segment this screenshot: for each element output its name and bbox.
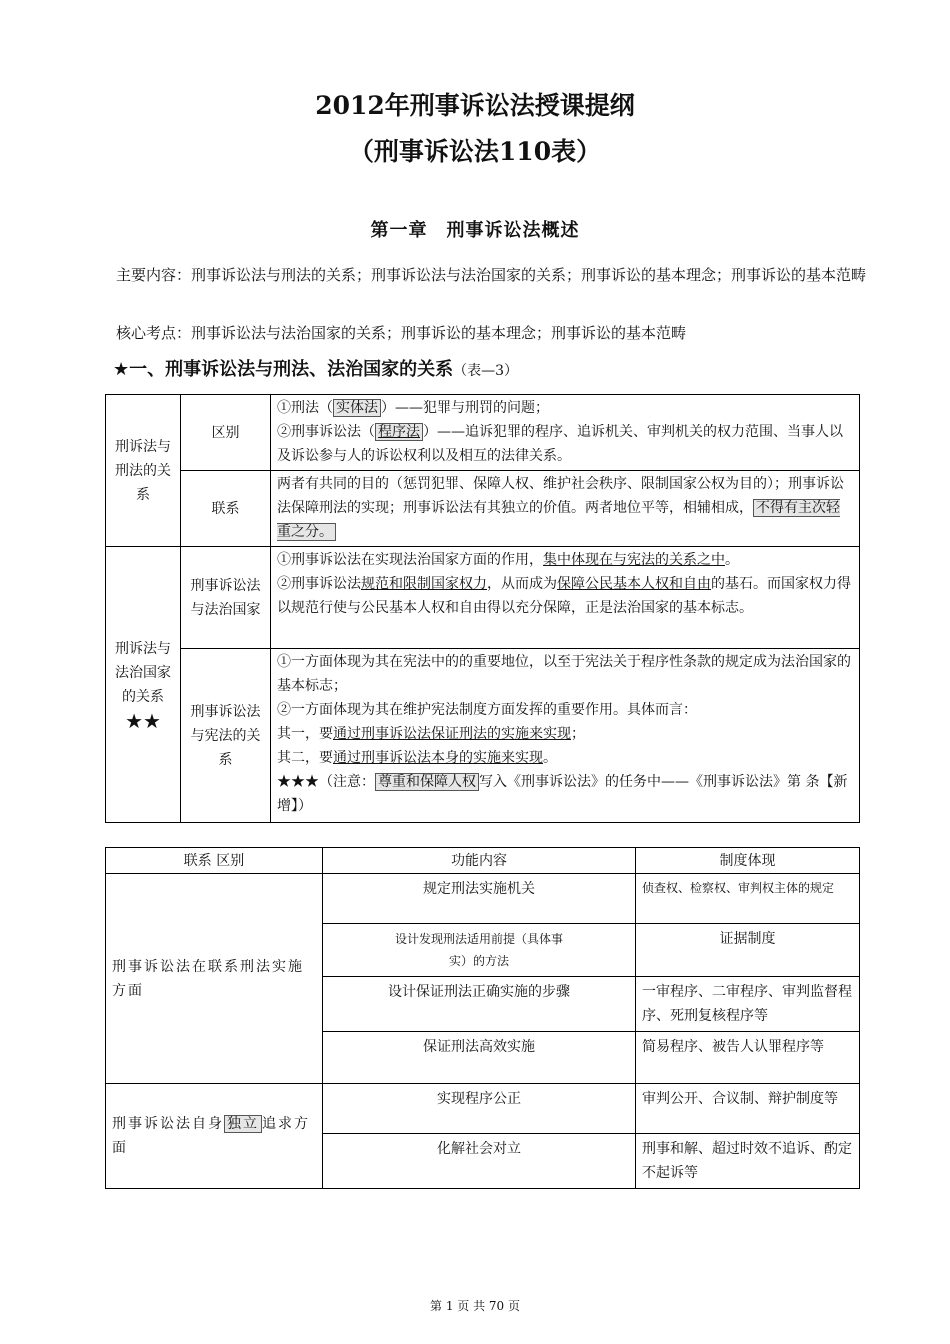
page-footer: 第 1 页 共 70 页 bbox=[430, 1299, 520, 1313]
header-system: 制度体现 bbox=[636, 848, 860, 874]
row-label-constitution: 刑事诉讼法与宪法的关系 bbox=[181, 649, 271, 823]
human-rights-highlight: 尊重和保障人权 bbox=[375, 773, 479, 791]
header-function: 功能内容 bbox=[323, 848, 636, 874]
system-cell: 审判公开、合议制、辩护制度等 bbox=[636, 1084, 860, 1134]
main-content-paragraph: 主要内容：刑事诉讼法与刑法的关系；刑事诉讼法与法治国家的关系；刑事诉讼的基本理念；刑事诉讼的基本范畴 bbox=[116, 266, 867, 284]
function-cell: 设计发现刑法适用前提（具体事实）的方法 bbox=[323, 924, 636, 977]
system-cell: 一审程序、二审程序、审判监督程序、死刑复核程序等 bbox=[636, 977, 860, 1032]
chapter-heading: 第一章 刑事诉讼法概述 bbox=[370, 220, 580, 241]
relationship-table bbox=[105, 394, 860, 823]
difference-cell: ①刑法（ 实体法 ）——犯罪与刑罚的问题； ②刑事诉讼法（ 程序法 ）——追诉犯罪的程序、追诉机关、审判机关的权力范围、当事人以及诉讼参与人的诉讼权利以及相互的法律关系。 bbox=[271, 395, 860, 471]
equal-status-highlight: 不得有主次轻重之分。 bbox=[277, 500, 840, 540]
group-label-criminal-law: 刑诉法与刑法的关系 bbox=[106, 395, 181, 547]
constitution-cell: ①一方面体现为其在宪法中的的重要地位，以至于宪法关于程序性条款的规定成为法治国家的基本标志； ②一方面体现为其在维护宪法制度方面发挥的重要作用。具体而言： 其一，要通过刑事诉讼法保证刑法的实施来实现； 其二，要通过刑事诉讼法本身的实施来实现。 ★★★（注意： 尊重和保障人权 写入《刑事诉讼法》的任务中——《刑事诉讼法》第 条【新增】） bbox=[271, 649, 860, 823]
section-title: ★一、刑事诉讼法与刑法、法治国家的关系 bbox=[113, 359, 454, 380]
group-label-independent: 刑事诉讼法自身 独立 追求方面 bbox=[106, 1084, 323, 1189]
procedural-law-highlight: 程序法 bbox=[375, 423, 423, 441]
section-heading bbox=[113, 355, 518, 381]
row-label-rule-of-law-state: 刑事诉讼法与法治国家 bbox=[181, 547, 271, 649]
group-label-rule-of-law: 刑诉法与法治国家的关系 ★★ bbox=[106, 547, 181, 823]
row-label-connection: 联系 bbox=[181, 471, 271, 547]
system-cell: 证据制度 bbox=[636, 924, 860, 977]
rule-of-law-cell: ①刑事诉讼法在实现法治国家方面的作用，集中体现在与宪法的关系之中。 ②刑事诉讼法规范和限制国家权力，从而成为保障公民基本人权和自由的基石。而国家权力得以规范行使与公民基本人权和自由得以充分保障，正是法治国家的基本标志。 bbox=[271, 547, 860, 649]
core-points-paragraph: 核心考点：刑事诉讼法与法治国家的关系；刑事诉讼的基本理念；刑事诉讼的基本范畴 bbox=[116, 324, 687, 342]
function-cell: 设计保证刑法正确实施的步骤 bbox=[323, 977, 636, 1032]
system-cell: 侦查权、检察权、审判权主体的规定 bbox=[636, 874, 860, 924]
function-cell: 实现程序公正 bbox=[323, 1084, 636, 1134]
importance-stars: ★★ bbox=[125, 708, 161, 733]
group-label-implementation: 刑事诉讼法在联系刑法实施方面 bbox=[106, 874, 323, 1084]
connection-cell: 两者有共同的目的（惩罚犯罪、保障人权、维护社会秩序、限制国家公权为目的）；刑事诉讼法保障刑法的实现；刑事诉讼法有其独立的价值。两者地位平等，相辅相成， 不得有主次轻重之分。 bbox=[271, 471, 860, 547]
document-subtitle: （刑事诉讼法110表） bbox=[348, 137, 602, 166]
row-label-difference: 区别 bbox=[181, 395, 271, 471]
header-relation: 联系 区别 bbox=[106, 848, 323, 874]
independent-highlight: 独立 bbox=[224, 1115, 262, 1133]
function-cell: 保证刑法高效实施 bbox=[323, 1032, 636, 1084]
function-cell: 规定刑法实施机关 bbox=[323, 874, 636, 924]
system-cell: 简易程序、被告人认罪程序等 bbox=[636, 1032, 860, 1084]
section-ref: （表—3） bbox=[453, 363, 519, 379]
function-table bbox=[105, 847, 860, 1189]
document-title: 2012年刑事诉讼法授课提纲 bbox=[315, 91, 635, 120]
substantive-law-highlight: 实体法 bbox=[333, 399, 381, 417]
function-cell: 化解社会对立 bbox=[323, 1134, 636, 1189]
system-cell: 刑事和解、超过时效不追诉、酌定不起诉等 bbox=[636, 1134, 860, 1189]
